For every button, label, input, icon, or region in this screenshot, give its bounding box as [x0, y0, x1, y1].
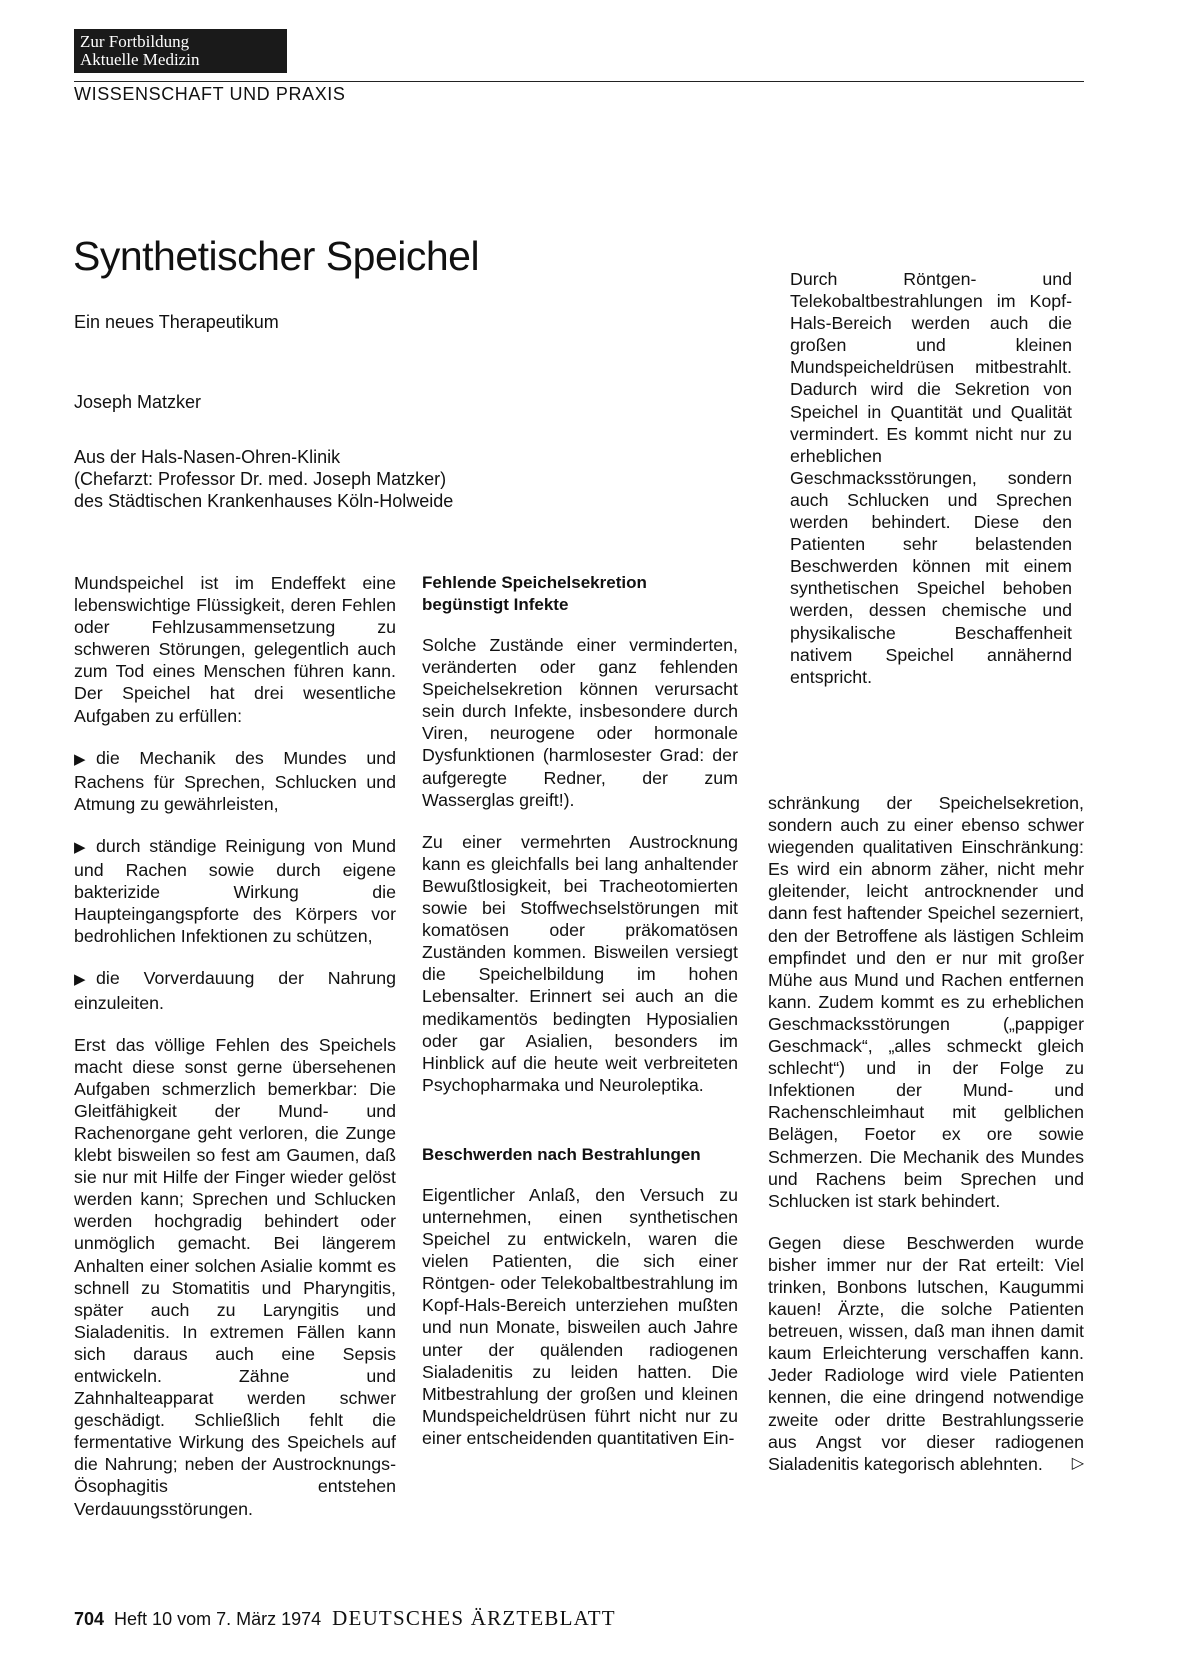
- article-author: Joseph Matzker: [74, 392, 202, 412]
- affiliation-line: (Chefarzt: Professor Dr. med. Joseph Matzker): [74, 469, 447, 489]
- rubric-tag: [74, 29, 287, 73]
- continue-arrow-icon: ▷: [1071, 1454, 1084, 1472]
- rubric-line-2: Aktuelle Medizin: [80, 50, 200, 69]
- paragraph: Zu einer vermehrten Austrocknung kann es gleichfalls bei lang anhaltender Bewußtlosigkeit, bei Tracheotomierten sowie bei Stoffwechselstörungen mit komatösen oder präkomatösen Zuständen kommen. Bisweilen versiegt die Speichelbildung im hohen Lebensalter. Erinnert sei auch an die medikamentös bedingten Hyposialien oder gar Asialien, besonders im Hinblick auf die heute weit verbreiteten Psychopharmaka und Neuroleptika.: [422, 831, 738, 1095]
- header-rule: [74, 81, 1084, 82]
- paragraph-text: Gegen diese Beschwerden wurde bisher immer nur der Rat erteilt: Viel trinken, Bonbons lutschen, Kaugummi kauen! Ärzte, die solche Patienten betreuen, wissen, daß man ihnen damit kaum Erleichterung verschaffen kann. Jeder Radiologe wird viele Patienten kennen, die eine dringend notwendige zweite oder dritte Bestrahlungsserie aus Angst vor dieser radiogenen Sialadenitis kategorisch ablehnten.: [768, 1232, 1084, 1474]
- bullet-text: die Mechanik des Mundes und Rachens für Sprechen, Schlucken und Atmung zu gewährleisten,: [74, 747, 396, 814]
- column-3: [768, 792, 1084, 1475]
- subheading: Beschwerden nach Bestrahlungen: [422, 1144, 701, 1164]
- paragraph: Solche Zustände einer verminderten, veränderten oder ganz fehlenden Speichelsekretion können verursacht sein durch Infekte, insbesondere durch Viren, neurogene oder hormonale Dysfunktionen (harmlosester Grad: der aufgeregte Redner, der zum Wasserglas greift!).: [422, 635, 738, 810]
- triangle-bullet-icon: ▶: [74, 971, 86, 989]
- section-heading: WISSENSCHAFT UND PRAXIS: [74, 84, 346, 104]
- bullet-item: [74, 967, 396, 1013]
- column-2: [422, 572, 738, 1449]
- paragraph: Eigentlicher Anlaß, den Versuch zu unternehmen, einen synthetischen Speichel zu entwickeln, waren die vielen Patienten, die sich einer Röntgen- oder Telekobaltbestrahlung im Kopf-Hals-Bereich unterziehen mußten und nun Monate, bisweilen auch Jahre unter der quälenden radiogenen Sialadenitis zu leiden hatten. Die Mitbestrahlung der großen und kleinen Mundspeicheldrüsen führt nicht nur zu einer entscheidenden quantitativen Ein-: [422, 1184, 738, 1448]
- abstract: [790, 268, 1072, 688]
- affiliation-line: Aus der Hals-Nasen-Ohren-Klinik: [74, 447, 341, 467]
- affiliation-line: des Städtischen Krankenhauses Köln-Holweide: [74, 491, 454, 511]
- bullet-text: die Vorverdauung der Nahrung einzuleiten.: [74, 968, 396, 1013]
- page-footer: [74, 1606, 616, 1631]
- bullet-item: [74, 747, 396, 815]
- bullet-item: [74, 835, 396, 947]
- triangle-bullet-icon: ▶: [74, 838, 86, 856]
- page-number: 704: [74, 1609, 105, 1629]
- magazine-name: DEUTSCHES ÄRZTEBLATT: [332, 1606, 616, 1630]
- article-title: Synthetischer Speichel: [73, 233, 480, 279]
- rubric-line-1: Zur Fortbildung: [80, 32, 190, 51]
- bullet-text: durch ständige Reinigung von Mund und Rachen sowie durch eigene bakterizide Wirkung die Haupteingangspforte des Körpers vor bedrohlichen Infektionen zu schützen,: [74, 835, 396, 947]
- triangle-bullet-icon: ▶: [74, 750, 86, 768]
- abstract-text: Durch Röntgen- und Telekobaltbestrahlungen im Kopf-Hals-Bereich werden auch die großen und kleinen Mundspeicheldrüsen mitbestrahlt. Dadurch wird die Sekretion von Speichel in Quantität und Qualität vermindert. Es kommt nicht nur zu erheblichen Geschmacksstörungen, sondern auch Schlucken und Sprechen werden behindert. Diese den Patienten sehr belastenden Beschwerden können mit einem synthetischen Speichel behoben werden, dessen chemische und physikalische Beschaffenheit nativem Speichel annähernd entspricht.: [790, 269, 1072, 687]
- issue-info: Heft 10 vom 7. März 1974: [114, 1609, 322, 1629]
- paragraph: schränkung der Speichelsekretion, sondern auch zu einer ebenso schwer wiegenden qualitativen Einschränkung: Es wird ein abnorm zäher, nicht mehr gleitender, leicht antrocknender und dann fest haftender Speichel sezerniert, den der Betroffene als lästigen Schleim empfindet und den er nur mit großer Mühe aus Mund und Rachen entfernen kann. Zudem kommt es zu erheblichen Geschmacksstörungen („pappiger Geschmack“, „alles schmeckt gleich schlecht“) und in der Folge zu Infektionen der Mund- und Rachenschleimhaut mit gelblichen Belägen, Foetor ex ore sowie Schmerzen. Die Mechanik des Mundes und Rachens beim Sprechen und Schlucken ist stark behindert.: [768, 793, 1084, 1211]
- subheading: Fehlende Speichelsekretion begünstigt Infekte: [422, 573, 647, 614]
- paragraph: [768, 1232, 1084, 1475]
- paragraph: Mundspeichel ist im Endeffekt eine lebenswichtige Flüssigkeit, deren Fehlen oder Fehlzusammensetzung zu schweren Störungen, gelegentlich auch zum Tod eines Menschen führen kann. Der Speichel hat drei wesentliche Aufgaben zu erfüllen:: [74, 573, 396, 726]
- article-subtitle: Ein neues Therapeutikum: [74, 312, 279, 332]
- column-1: [74, 572, 396, 1520]
- author-affiliation: [74, 446, 453, 512]
- paragraph: Erst das völlige Fehlen des Speichels macht diese sonst gerne übersehenen Aufgaben schmerzlich bemerkbar: Die Gleitfähigkeit der Mund- und Rachenorgane geht verloren, die Zunge klebt bisweilen so fest am Gaumen, daß sie nur mit Hilfe der Finger wieder gelöst werden kann; Sprechen und Schlucken werden hochgradig behindert oder unmöglich gemacht. Bei längerem Anhalten einer solchen Asialie kommt es schnell zu Stomatitis und Pharyngitis, später auch zu Laryngitis und Sialadenitis. In extremen Fällen kann sich daraus auch eine Sepsis entwickeln. Zähne und Zahnhalteapparat werden schwer geschädigt. Schließlich fehlt die fermentative Wirkung des Speichels auf die Nahrung; neben der Austrocknungs-Ösophagitis entstehen Verdauungsstörungen.: [74, 1034, 396, 1519]
